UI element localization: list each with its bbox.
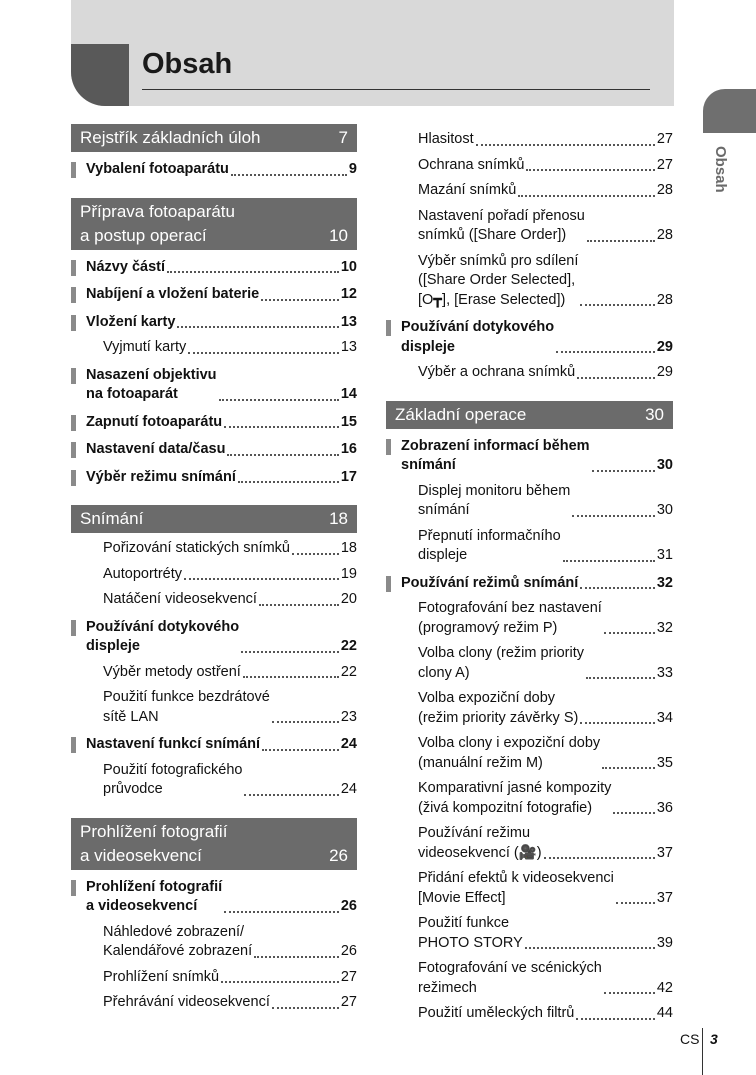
entry-page: 14 [340,386,357,402]
leader-dots [616,902,655,904]
entry-page: 29 [656,338,673,355]
entry-label: Zobrazení informací během snímání [401,437,590,473]
section-page: 26 [329,845,348,865]
toc-entry-sub[interactable] [386,156,673,176]
leader-dots [254,956,339,958]
entry-label: Výběr a ochrana snímků [418,364,576,380]
leader-dots [272,1007,339,1009]
toc-entry-sub[interactable] [71,338,357,358]
entry-label: Vyjmutí karty [103,339,187,355]
footer-page-number: 3 [710,1031,718,1047]
toc-entry-main[interactable] [71,366,357,405]
toc-entry-main[interactable] [71,735,357,755]
toc-section-header [71,818,357,870]
entry-label: Nabíjení a vložení baterie [86,286,260,302]
entry-page: 16 [340,441,357,457]
entry-label: Výběr režimu snímání [86,468,236,485]
leader-dots [572,515,655,517]
toc-entry-sub[interactable] [386,1004,673,1024]
entry-label: Přehrávání videosekvencí [103,994,270,1010]
toc-entry-sub[interactable] [386,181,673,201]
toc-right-column [386,124,673,1024]
leader-dots [231,174,347,176]
toc-entry-sub[interactable] [71,923,357,962]
toc-entry-main[interactable] [71,878,357,917]
toc-entry-sub[interactable] [386,914,673,953]
toc-entry-main[interactable] [386,318,673,357]
leader-dots [244,794,338,796]
leader-dots [221,981,339,983]
entry-page: 28 [656,227,673,243]
entry-label: Použití funkce bezdrátové sítě LAN [103,689,270,725]
toc-entry-sub[interactable] [71,968,357,988]
leader-dots [238,481,339,483]
entry-page: 27 [340,968,357,985]
toc-entry-sub[interactable] [71,688,357,727]
entry-label: Přepnutí informačního displeje [418,527,561,563]
toc-entry-sub[interactable] [386,363,673,383]
leader-dots [544,857,655,859]
entry-label: Natáčení videosekvencí [103,591,257,607]
toc-entry-main[interactable] [71,618,357,657]
entry-label: Použití funkce PHOTO STORY [418,915,523,951]
toc-entry-main[interactable] [71,440,357,460]
section-label: Snímání [80,509,144,528]
entry-label: Prohlížení snímků [103,968,220,985]
toc-entry-sub[interactable] [71,565,357,585]
entry-page: 26 [340,898,357,914]
entry-label: Výběr snímků pro sdílení ([Share Order Selected], [O┳], [Erase Selected]) [418,252,579,308]
entry-page: 22 [340,638,357,654]
toc-entry-sub[interactable] [386,689,673,728]
entry-page: 20 [340,591,357,607]
leader-dots [556,351,655,353]
toc-entry-sub[interactable] [71,539,357,559]
toc-entry-sub[interactable] [71,663,357,683]
toc-entry-sub[interactable] [386,644,673,683]
toc-entry-sub[interactable] [71,993,357,1013]
toc-entry-main[interactable] [71,313,357,333]
leader-dots [476,144,655,146]
entry-label: Používání dotykového displeje [86,618,240,654]
entry-page: 30 [656,502,673,518]
header-band [71,0,674,106]
entry-page: 27 [656,131,673,147]
entry-page: 32 [656,619,673,636]
entry-page: 28 [656,291,673,308]
section-label: Základní operace [395,404,527,424]
entry-page: 33 [656,664,673,681]
entry-label: Fotografování ve scénických režimech [418,960,602,996]
entry-label: Nasazení objektivu na fotoaparát [86,366,217,402]
toc-section-header [386,401,673,429]
entry-label: Používání režimu videosekvencí (🎥) [418,825,542,861]
entry-page: 37 [656,889,673,906]
toc-entry-sub[interactable] [386,482,673,521]
header-dark-block [71,44,129,106]
leader-dots [262,749,339,751]
toc-entry-main[interactable] [71,285,357,305]
leader-dots [587,240,655,242]
entry-label: Pořizování statických snímků [103,540,290,556]
footer-divider [702,1028,703,1075]
leader-dots [604,632,655,634]
leader-dots [563,560,655,562]
leader-dots [604,992,655,994]
toc-entry-sub[interactable] [386,207,673,246]
entry-page: 34 [656,709,673,726]
entry-label: Autoportréty [103,565,182,582]
entry-page: 27 [340,994,357,1010]
entry-page: 9 [348,161,357,177]
entry-page: 23 [340,708,357,725]
toc-section-header [71,124,357,152]
entry-page: 37 [656,844,673,861]
leader-dots [613,812,654,814]
leader-dots [576,1018,655,1020]
section-label: Rejstřík základních úloh [80,128,261,147]
entry-page: 30 [656,457,673,473]
entry-page: 29 [656,364,673,380]
toc-entry-sub[interactable] [386,869,673,908]
entry-page: 42 [656,979,673,996]
entry-label: Použití fotografického průvodce [103,761,243,797]
toc-section-header [71,505,357,533]
section-page: 18 [329,509,348,528]
toc-entry-sub[interactable] [71,590,357,610]
entry-page: 35 [656,754,673,771]
toc-section-header [71,198,357,250]
entry-label: Komparativní jasné kompozity (živá kompozitní fotografie) [418,780,612,816]
toc-entry-sub[interactable] [386,599,673,638]
entry-label: Nastavení data/času [86,441,226,457]
entry-label: Hlasitost [418,131,474,147]
entry-label: Náhledové zobrazení/ Kalendářové zobrazení [103,923,253,959]
entry-page: 36 [656,799,673,816]
toc-entry-main[interactable] [71,413,357,433]
entry-label: Volba expoziční doby (režim priority závěrky S) [418,690,579,726]
entry-label: Zapnutí fotoaparátu [86,413,223,430]
toc-entry-main[interactable] [71,160,357,180]
side-tab [703,89,756,133]
entry-label: Volba clony (režim priority clony A) [418,645,584,681]
leader-dots [224,426,339,428]
entry-label: Fotografování bez nastavení (programový režim P) [418,600,602,636]
toc-entry-sub[interactable] [386,824,673,863]
entry-label: Používání režimů snímání [401,574,579,591]
entry-label: Názvy částí [86,258,165,275]
toc-entry-main[interactable] [386,437,673,476]
leader-dots [526,169,654,171]
entry-label: Přidání efektů k videosekvenci [Movie Effect] [418,870,614,906]
entry-page: 26 [340,943,357,959]
entry-page: 39 [656,934,673,951]
toc-entry-sub[interactable] [386,779,673,818]
leader-dots [224,911,339,913]
leader-dots [602,767,655,769]
section-label: Prohlížení fotografií a videosekvencí [80,821,228,865]
entry-label: Výběr metody ostření [103,663,241,680]
entry-label: Použití uměleckých filtrů [418,1005,575,1021]
section-label: Příprava fotoaparátu a postup operací [80,201,235,245]
leader-dots [580,722,655,724]
entry-page: 24 [340,781,357,797]
entry-label: Vybalení fotoaparátu [86,161,229,177]
entry-page: 28 [656,182,673,198]
entry-page: 18 [340,540,357,556]
leader-dots [188,352,339,354]
entry-label: Mazání snímků [418,182,517,198]
entry-page: 44 [656,1005,673,1021]
entry-page: 24 [340,736,357,752]
leader-dots [259,604,339,606]
entry-label: Nastavení pořadí přenosu snímků ([Share Order]) [418,207,585,243]
page-title: Obsah [142,48,233,80]
leader-dots [219,399,339,401]
entry-page: 17 [340,468,357,485]
entry-page: 22 [340,663,357,680]
entry-page: 15 [340,413,357,430]
leader-dots [586,677,655,679]
entry-label: Prohlížení fotografií a videosekvencí [86,878,223,914]
entry-label: Používání dotykového displeje [401,319,555,355]
entry-page: 13 [340,339,357,355]
toc-entry-sub[interactable] [386,959,673,998]
leader-dots [272,721,339,723]
entry-page: 13 [340,313,357,330]
entry-page: 12 [340,286,357,302]
entry-label: Displej monitoru během snímání [418,482,571,518]
title-rule [142,89,650,90]
entry-label: Volba clony i expoziční doby (manuální režim M) [418,735,601,771]
leader-dots [580,587,655,589]
toc-entry-sub[interactable] [386,252,673,311]
leader-dots [518,195,655,197]
toc-entry-main[interactable] [71,258,357,278]
section-page: 7 [338,128,348,147]
entry-page: 19 [340,565,357,582]
toc-left-column [71,124,357,1013]
leader-dots [261,299,339,301]
leader-dots [241,651,339,653]
entry-label: Vložení karty [86,313,176,330]
leader-dots [167,271,339,273]
toc-entry-sub[interactable] [71,761,357,800]
toc-entry-sub[interactable] [386,130,673,150]
toc-entry-main[interactable] [386,574,673,594]
leader-dots [292,553,339,555]
leader-dots [592,470,655,472]
entry-page: 10 [340,258,357,275]
entry-page: 27 [656,156,673,173]
section-page: 30 [645,404,664,424]
entry-page: 31 [656,547,673,563]
leader-dots [177,326,338,328]
footer-language: CS [680,1031,700,1047]
entry-label: Nastavení funkcí snímání [86,736,261,752]
side-tab-label: Obsah [712,146,729,193]
entry-page: 32 [656,574,673,591]
toc-entry-sub[interactable] [386,527,673,566]
entry-label: Ochrana snímků [418,156,525,173]
section-page: 10 [329,225,348,245]
toc-entry-main[interactable] [71,468,357,488]
toc-entry-sub[interactable] [386,734,673,773]
leader-dots [227,454,338,456]
leader-dots [184,578,339,580]
leader-dots [243,676,339,678]
leader-dots [577,377,655,379]
leader-dots [580,304,654,306]
leader-dots [525,947,655,949]
